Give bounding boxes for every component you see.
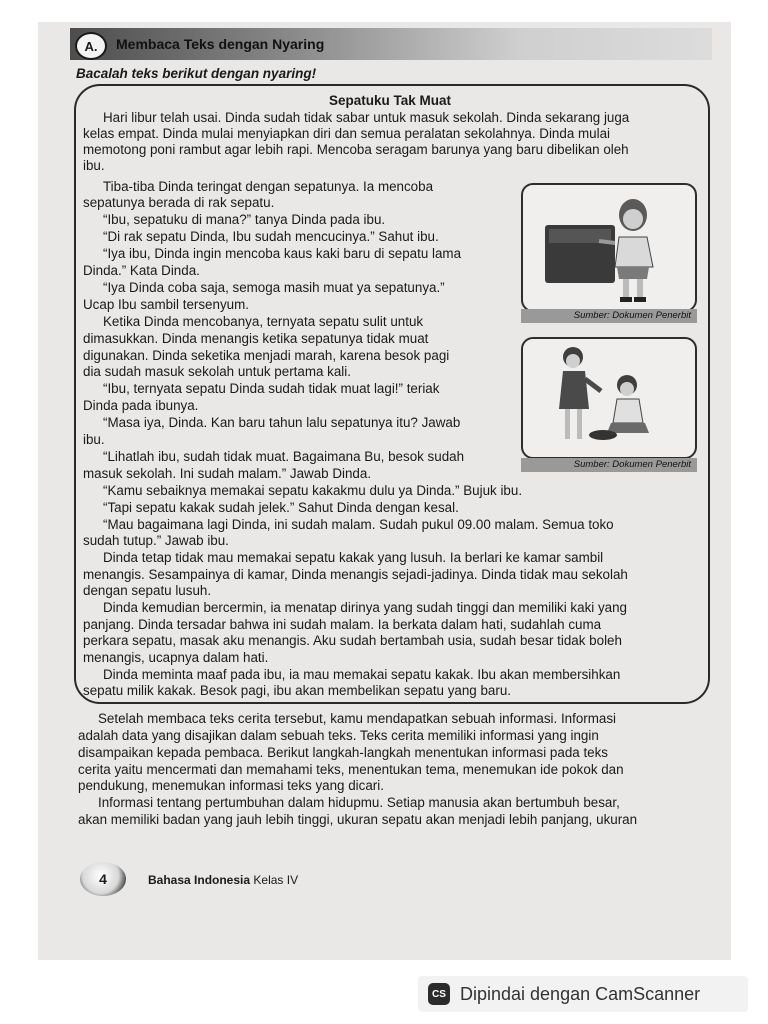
story-line: Ucap Ibu sambil tersenyum. bbox=[83, 297, 249, 312]
story-line: “Iya ibu, Dinda ingin mencoba kaus kaki baru di sepatu lama bbox=[103, 246, 462, 261]
story-line: “Kamu sebaiknya memakai sepatu kakakmu dulu ya Dinda.” Bujuk ibu. bbox=[103, 483, 523, 498]
watermark-text: Dipindai dengan CamScanner bbox=[460, 983, 701, 1004]
story-line: Dinda tetap tidak mau memakai sepatu kakak yang lusuh. Ia berlari ke kamar sambil bbox=[103, 550, 604, 565]
mother-and-daughter-image bbox=[523, 339, 695, 457]
story-line: menangis. Sesampainya di kamar, Dinda menangis sejadi-jadinya. Dinda tidak mau sekolah bbox=[83, 567, 628, 582]
story-line: dimasukkan. Dinda menangis ketika sepatunya tidak muat bbox=[83, 331, 429, 346]
camscanner-icon: CS bbox=[428, 983, 450, 1005]
story-line: dengan sepatu lusuh. bbox=[83, 583, 212, 598]
body-line: adalah data yang disajikan dalam sebuah teks. Teks cerita memiliki informasi yang ingin bbox=[78, 728, 599, 743]
camscanner-watermark bbox=[418, 976, 748, 1012]
story-line: “Masa iya, Dinda. Kan baru tahun lalu sepatunya itu? Jawab bbox=[103, 415, 461, 430]
story-line: “Iya Dinda coba saja, semoga masih muat ya sepatunya.” bbox=[103, 280, 445, 295]
image-caption: Sumber: Dokumen Penerbit bbox=[521, 458, 697, 472]
body-line: Setelah membaca teks cerita tersebut, kamu mendapatkan sebuah informasi. Informasi bbox=[98, 711, 617, 726]
story-line: dia sudah masuk sekolah untuk pertama kali. bbox=[83, 364, 351, 379]
story-line: ibu. bbox=[83, 432, 105, 447]
section-title: Membaca Teks dengan Nyaring bbox=[116, 36, 325, 52]
girl-at-shoe-rack-image bbox=[523, 185, 695, 310]
story-line: panjang. Dinda tersadar bahwa ini sudah malam. Ia berkata dalam hati, sudahlah cuma bbox=[83, 617, 602, 632]
story-line: Tiba-tiba Dinda teringat dengan sepatunya. Ia mencoba bbox=[103, 179, 434, 194]
story-title: Sepatuku Tak Muat bbox=[328, 93, 452, 108]
story-line: Dinda pada ibunya. bbox=[83, 398, 199, 413]
story-line: Ketika Dinda mencobanya, ternyata sepatu sulit untuk bbox=[103, 314, 424, 329]
body-line: akan memiliki badan yang jauh lebih tinggi, ukuran sepatu akan menjadi lebih panjang, ukuran bbox=[78, 812, 638, 827]
book-title: Bahasa Indonesia bbox=[148, 873, 251, 887]
body-line: Informasi tentang pertumbuhan dalam hidupmu. Setiap manusia akan bertumbuh besar, bbox=[98, 795, 620, 810]
story-line: menangis, ucapnya dalam hati. bbox=[83, 650, 269, 665]
page-number: 4 bbox=[80, 862, 126, 896]
story-line: Hari libur telah usai. Dinda sudah tidak sabar untuk masuk sekolah. Dinda sekarang juga bbox=[103, 110, 630, 125]
story-line: Dinda kemudian bercermin, ia menatap dirinya yang sudah tinggi dan memiliki kaki yang bbox=[103, 600, 628, 615]
body-line: cerita yaitu mencermati dan memahami teks, menentukan tema, menemukan ide pokok dan bbox=[78, 762, 624, 777]
story-line: kelas empat. Dinda mulai menyiapkan diri dan semua peralatan sekolahnya. Dinda mulai bbox=[83, 126, 610, 141]
story-line: “Ibu, ternyata sepatu Dinda sudah tidak muat lagi!” teriak bbox=[103, 381, 440, 396]
image-caption: Sumber: Dokumen Penerbit bbox=[521, 309, 697, 323]
story-line: sepatu milik kakak. Besok pagi, ibu akan membelikan sepatu yang baru. bbox=[83, 683, 511, 698]
story-line: perkara sepatu, masak aku menangis. Aku sudah bertambah usia, sudah besar tidak boleh bbox=[83, 633, 622, 648]
story-line: “Di rak sepatu Dinda, Ibu sudah mencucinya.” Sahut ibu. bbox=[103, 229, 439, 244]
story-line: “Tapi sepatu kakak sudah jelek.” Sahut Dinda dengan kesal. bbox=[103, 500, 459, 515]
body-line: disampaikan kepada pembaca. Berikut langkah-langkah menentukan informasi pada teks bbox=[78, 745, 608, 760]
story-line: masuk sekolah. Ini sudah malam.” Jawab Dinda. bbox=[83, 466, 372, 481]
story-line: “Mau bagaimana lagi Dinda, ini sudah malam. Sudah pukul 09.00 malam. Semua toko bbox=[103, 517, 614, 532]
footer-book-title bbox=[148, 873, 298, 887]
story-line: digunakan. Dinda seketika menjadi marah, karena besok pagi bbox=[83, 348, 450, 363]
story-line: Dinda meminta maaf pada ibu, ia mau memakai sepatu kakak. Ibu akan membersihkan bbox=[103, 667, 621, 682]
book-grade: Kelas IV bbox=[253, 873, 299, 887]
story-line: “Ibu, sepatuku di mana?” tanya Dinda pada ibu. bbox=[103, 212, 386, 227]
instruction-text: Bacalah teks berikut dengan nyaring! bbox=[76, 66, 317, 81]
story-line: ibu. bbox=[83, 158, 105, 173]
body-line: pendukung, menemukan informasi teks yang dicari. bbox=[78, 778, 384, 793]
section-badge: A. bbox=[75, 32, 107, 60]
story-line: sepatunya berada di rak sepatu. bbox=[83, 195, 275, 210]
story-line: “Lihatlah ibu, sudah tidak muat. Bagaimana Bu, besok sudah bbox=[103, 449, 465, 464]
story-line: memotong poni rambut agar lebih rapi. Mencoba seragam barunya yang baru dibelikan oleh bbox=[83, 142, 629, 157]
story-line: sudah tutup.” Jawab ibu. bbox=[83, 533, 229, 548]
story-line: Dinda.” Kata Dinda. bbox=[83, 263, 200, 278]
illustration-girl-shoe-rack bbox=[521, 183, 697, 312]
illustration-mother-daughter bbox=[521, 337, 697, 459]
